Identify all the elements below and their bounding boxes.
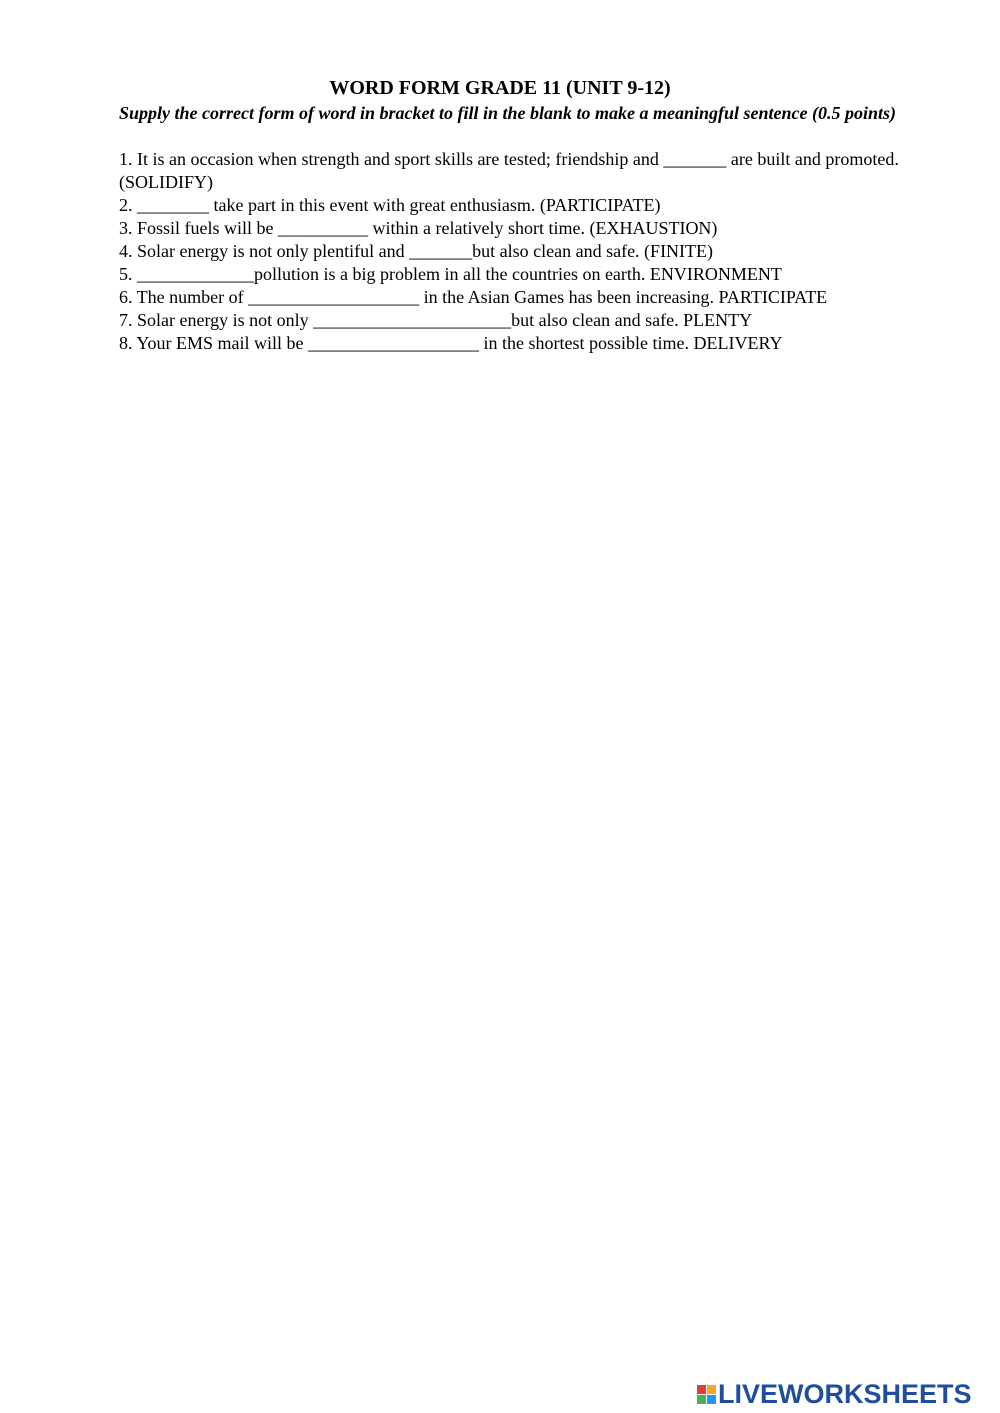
question-item: 7. Solar energy is not only ______________________but also clean and safe. PLENTY [119, 310, 753, 330]
logo-text: LIVEWORKSHEETS [718, 1379, 972, 1409]
question-item: 8. Your EMS mail will be ___________________ in the shortest possible time. DELIVERY [119, 333, 783, 353]
question-item: 1. It is an occasion when strength and sport skills are tested; friendship and _______ are built and promoted. (SOLIDIFY) [119, 149, 899, 192]
question-item: 6. The number of ___________________ in the Asian Games has been increasing. PARTICIPATE [119, 287, 828, 307]
logo-tile [707, 1395, 716, 1404]
page-title: WORD FORM GRADE 11 (UNIT 9-12) [329, 77, 671, 99]
question-item: 4. Solar energy is not only plentiful and _______but also clean and safe. (FINITE) [119, 241, 714, 261]
logo-tile [707, 1385, 716, 1394]
logo-tile [697, 1385, 706, 1394]
question-item: 5. _____________pollution is a big problem in all the countries on earth. ENVIRONMENT [119, 264, 782, 284]
liveworksheets-logo-icon [697, 1385, 716, 1404]
logo-tile [697, 1395, 706, 1404]
question-item: 2. ________ take part in this event with great enthusiasm. (PARTICIPATE) [119, 195, 661, 215]
instruction-text: Supply the correct form of word in bracket to fill in the blank to make a meaningful sentence (0.5 points) [119, 103, 897, 123]
liveworksheets-logo [697, 1380, 972, 1408]
question-item: 3. Fossil fuels will be __________ within a relatively short time. (EXHAUSTION) [119, 218, 718, 238]
question-list [119, 148, 939, 355]
